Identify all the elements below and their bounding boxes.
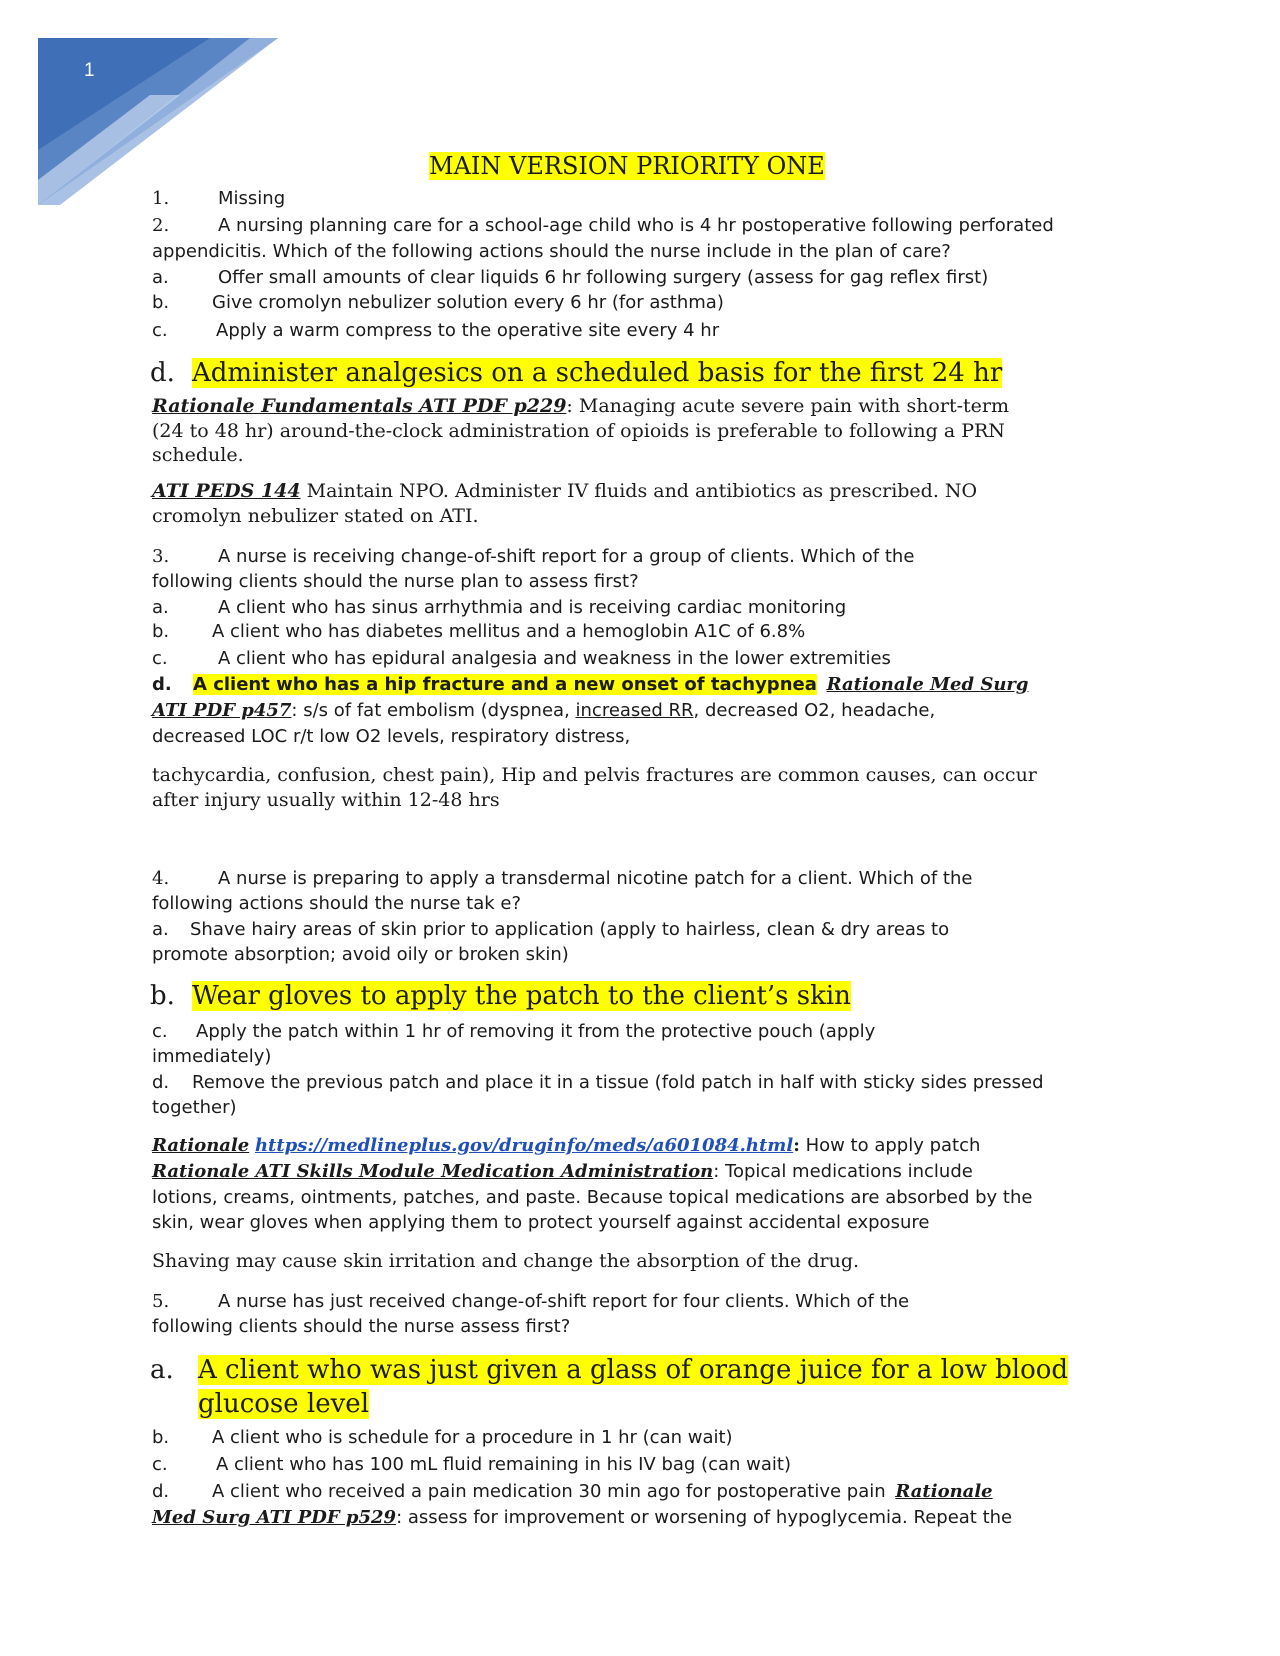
corner-decoration xyxy=(0,0,300,220)
question-5-option-c: c. A client who has 100 mL fluid remaining in his IV bag (can wait) xyxy=(152,1454,791,1475)
question-4-rationale-2: Rationale ATI Skills Module Medication Administration: Topical medications include xyxy=(152,1161,973,1182)
question-4-stem: 4. A nurse is preparing to apply a transdermal nicotine patch for a client. Which of the xyxy=(152,868,973,889)
medlineplus-link[interactable]: https://medlineplus.gov/druginfo/meds/a601084.html xyxy=(254,1135,794,1156)
question-5-answer-a-cont: glucose level xyxy=(198,1389,370,1419)
question-2-rationale-end: schedule. xyxy=(152,444,244,466)
question-4-option-a: a. Shave hairy areas of skin prior to application (apply to hairless, clean & dry areas to xyxy=(152,919,950,940)
question-5-option-b: b. A client who is schedule for a procedure in 1 hr (can wait) xyxy=(152,1427,733,1448)
question-2-option-c: c. Apply a warm compress to the operative site every 4 hr xyxy=(152,320,720,341)
question-2-rationale: Rationale Fundamentals ATI PDF p229: Managing acute severe pain with short-term xyxy=(152,395,1009,417)
question-2-rationale-2-cont: cromolyn nebulizer stated on ATI. xyxy=(152,505,479,527)
question-1: 1. Missing xyxy=(152,188,286,209)
question-3-rationale-cont: decreased LOC r/t low O2 levels, respiratory distress, xyxy=(152,726,631,747)
question-3-option-a: a. A client who has sinus arrhythmia and is receiving cardiac monitoring xyxy=(152,597,847,618)
question-2-answer-d: d. Administer analgesics on a scheduled basis for the first 24 hr xyxy=(150,358,1003,388)
question-5-option-d: d. A client who received a pain medication 30 min ago for postoperative pain Rationale xyxy=(152,1481,993,1502)
question-4-option-d-cont: together) xyxy=(152,1097,237,1118)
question-2-rationale-cont: (24 to 48 hr) around-the-clock administration of opioids is preferable to following a PRN xyxy=(152,420,1005,442)
question-2-rationale-2: ATI PEDS 144 Maintain NPO. Administer IV fluids and antibiotics as prescribed. NO xyxy=(152,480,978,502)
question-4-option-d: d. Remove the previous patch and place it in a tissue (fold patch in half with sticky sides pressed xyxy=(152,1072,1044,1093)
question-4-stem-cont: following actions should the nurse tak e? xyxy=(152,893,522,914)
question-3-answer-d: d. A client who has a hip fracture and a new onset of tachypnea Rationale Med Surg xyxy=(152,674,1029,695)
question-4-option-a-cont: promote absorption; avoid oily or broken skin) xyxy=(152,944,569,965)
question-3-stem-cont: following clients should the nurse plan to assess first? xyxy=(152,571,639,592)
question-2-stem-cont: appendicitis. Which of the following actions should the nurse include in the plan of care? xyxy=(152,241,951,262)
question-3-option-c: c. A client who has epidural analgesia and weakness in the lower extremities xyxy=(152,648,891,669)
question-3-rationale-2: tachycardia, confusion, chest pain), Hip and pelvis fractures are common causes, can occur xyxy=(152,764,1037,786)
page-title: MAIN VERSION PRIORITY ONE xyxy=(429,152,825,180)
question-4-rationale-2-cont: lotions, creams, ointments, patches, and paste. Because topical medications are absorbed by the xyxy=(152,1187,1033,1208)
question-3-rationale-2-cont: after injury usually within 12-48 hrs xyxy=(152,789,500,811)
question-5-stem-cont: following clients should the nurse assess first? xyxy=(152,1316,571,1337)
question-3-stem: 3. A nurse is receiving change-of-shift report for a group of clients. Which of the xyxy=(152,546,915,567)
question-5-stem: 5. A nurse has just received change-of-shift report for four clients. Which of the xyxy=(152,1291,910,1312)
question-4-rationale-2-end: skin, wear gloves when applying them to protect yourself against accidental exposure xyxy=(152,1212,930,1233)
question-3-rationale: ATI PDF p457: s/s of fat embolism (dyspnea, increased RR, decreased O2, headache, xyxy=(152,700,936,721)
question-4-rationale-3: Shaving may cause skin irritation and change the absorption of the drug. xyxy=(152,1250,860,1272)
question-2-option-b: b. Give cromolyn nebulizer solution every 6 hr (for asthma) xyxy=(152,292,724,313)
question-2-option-a: a. Offer small amounts of clear liquids 6 hr following surgery (assess for gag reflex first) xyxy=(152,267,989,288)
question-2-stem: 2. A nursing planning care for a school-age child who is 4 hr postoperative following perforated xyxy=(152,215,1054,236)
question-4-option-c: c. Apply the patch within 1 hr of removing it from the protective pouch (apply xyxy=(152,1021,876,1042)
question-4-option-c-cont: immediately) xyxy=(152,1046,272,1067)
question-5-rationale: Med Surg ATI PDF p529: assess for improvement or worsening of hypoglycemia. Repeat the xyxy=(152,1507,1013,1528)
question-4-rationale: Rationale https://medlineplus.gov/druginfo/meds/a601084.html: How to apply patch xyxy=(152,1135,981,1156)
page-number: 1 xyxy=(84,60,95,81)
question-4-answer-b: b. Wear gloves to apply the patch to the client’s skin xyxy=(150,981,851,1011)
question-5-answer-a: a. A client who was just given a glass of orange juice for a low blood xyxy=(150,1355,1069,1385)
question-3-option-b: b. A client who has diabetes mellitus and a hemoglobin A1C of 6.8% xyxy=(152,621,806,642)
